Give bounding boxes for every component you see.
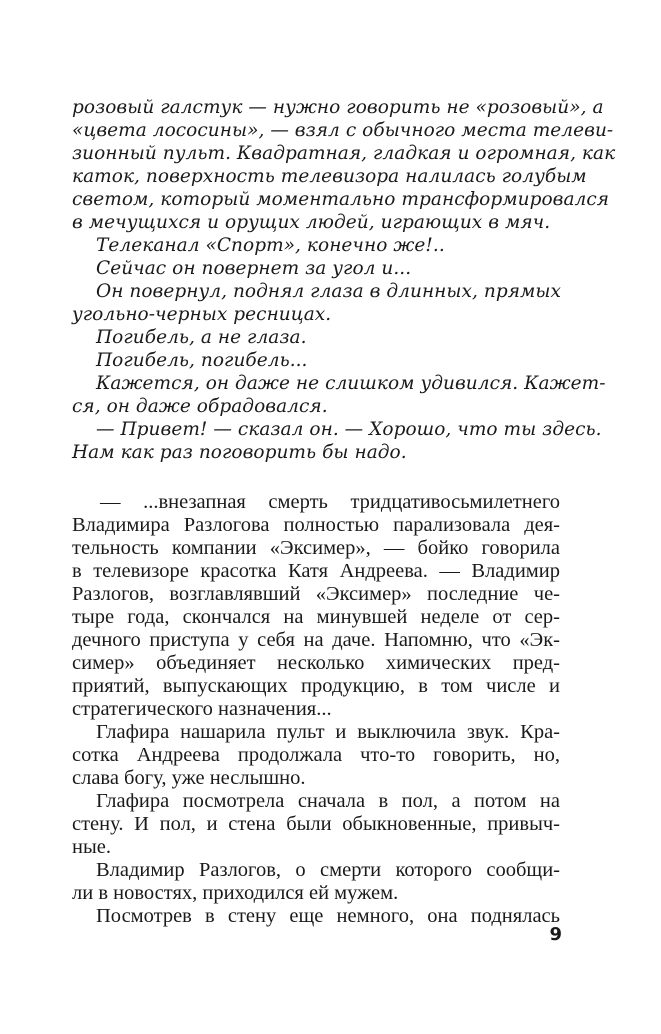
text-line: Он повернул, поднял глаза в длинных, прямых <box>96 281 562 302</box>
text-line: ные. <box>72 836 111 858</box>
text-line: каток, поверхность телевизора налилась голубым <box>72 166 587 187</box>
text-line: ся, он даже обрадовался. <box>72 396 328 417</box>
text-line: — Привет! — сказал он. — Хорошо, что ты здесь. <box>96 419 602 440</box>
text-line: «цвета лососины», — взял с обычного места телеви- <box>72 120 614 141</box>
text-line: Глафира нашарила пульт и выключила звук. Кра- <box>96 721 560 743</box>
text-line: светом, который моментально трансформировался <box>72 189 610 210</box>
text-line: Нам как раз поговорить бы надо. <box>72 442 407 463</box>
text-line: стратегического назначения... <box>72 698 332 720</box>
text-line: Погибель, а не глаза. <box>96 327 307 348</box>
text-line: дечного приступа у себя на даче. Напомню, что «Эк- <box>72 629 560 651</box>
text-line: Телеканал «Спорт», конечно же!.. <box>96 235 445 256</box>
text-line: в мечущихся и орущих людей, играющих в мяч. <box>72 212 551 233</box>
text-line: стену. И пол, и стена были обыкновенные, привыч- <box>72 813 560 835</box>
text-line: ли в новостях, приходился ей мужем. <box>72 882 399 904</box>
text-line: Глафира посмотрела сначала в пол, а потом на <box>96 790 560 812</box>
text-line: в телевизоре красотка Катя Андреева. — Владимир <box>72 560 560 582</box>
text-line: Владимира Разлогова полностью парализовала дея- <box>72 514 560 536</box>
text-line: Владимир Разлогов, о смерти которого сообщи- <box>96 859 560 881</box>
text-line: сотка Андреева продолжала что-то говорить, но, <box>72 744 560 766</box>
text-line: угольно-черных ресницах. <box>72 304 332 325</box>
text-line: Сейчас он повернет за угол и... <box>96 258 412 279</box>
page-number: 9 <box>549 924 562 945</box>
text-line: — ...внезапная смерть тридцативосьмилетнего <box>100 491 560 513</box>
text-line: розовый галстук — нужно говорить не «розовый», а <box>72 97 604 118</box>
text-line: симер» объединяет несколько химических пред- <box>72 652 560 674</box>
text-line: приятий, выпускающих продукцию, в том числе и <box>72 675 560 697</box>
text-line: тыре года, скончался на минувшей неделе от сер- <box>72 606 560 628</box>
text-line: Разлогов, возглавлявший «Эксимер» последние че- <box>72 583 560 605</box>
text-line: Посмотрев в стену еще немного, она поднялась <box>96 905 560 927</box>
text-line: зионный пульт. Квадратная, гладкая и огромная, как <box>72 143 616 164</box>
text-line: слава богу, уже неслышно. <box>72 767 306 789</box>
text-line: тельность компании «Эксимер», — бойко говорила <box>72 537 560 559</box>
text-line: Погибель, погибель... <box>96 350 308 371</box>
text-line: Кажется, он даже не слишком удивился. Кажет- <box>96 373 606 394</box>
